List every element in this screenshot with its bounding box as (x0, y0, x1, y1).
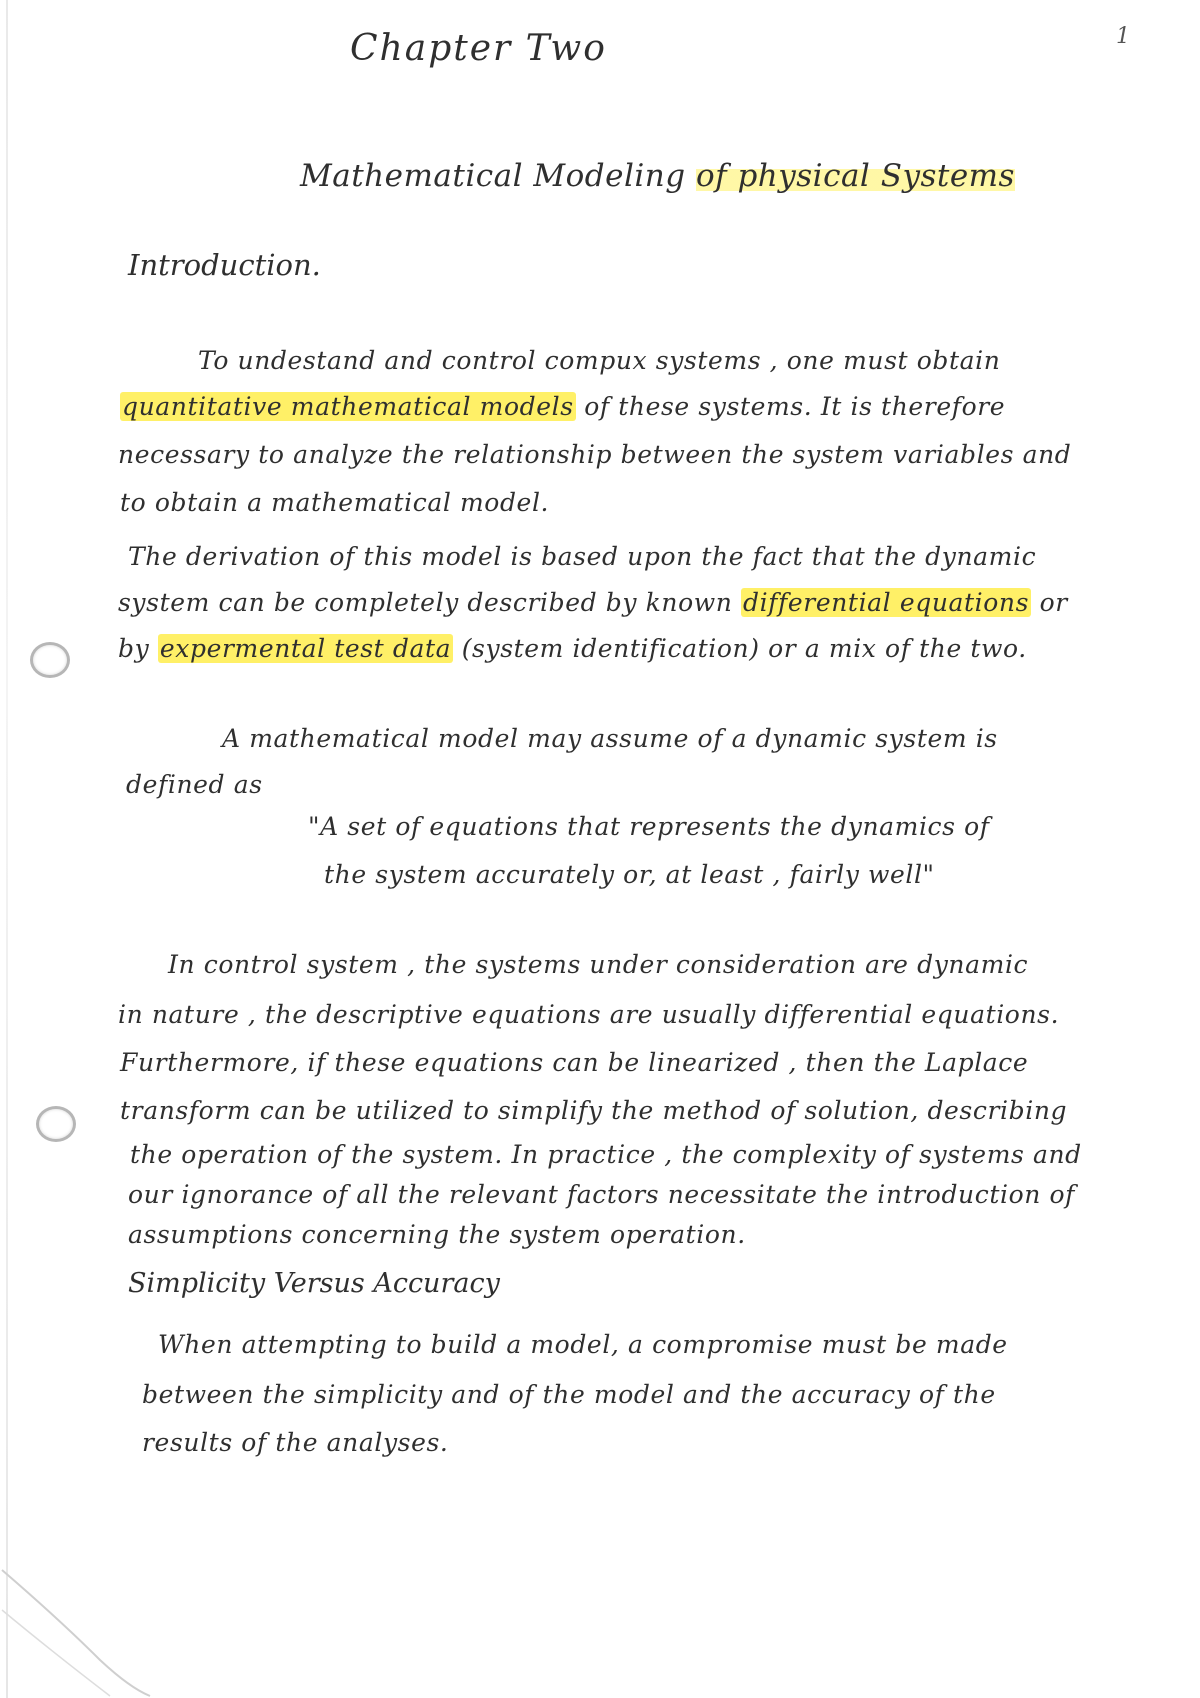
intro-p4-line2: in nature , the descriptive equations are usually differential equations. (118, 1000, 1060, 1029)
definition-quote-line2: the system accurately or, at least , fairly well" (324, 860, 935, 889)
simplicity-p1-line1: When attempting to build a model, a compromise must be made (158, 1330, 1008, 1359)
punch-hole-upper (30, 642, 70, 678)
page-edge (6, 0, 8, 1698)
intro-p4-line5: the operation of the system. In practice , the complexity of systems and (130, 1140, 1082, 1169)
intro-p1-line3: necessary to analyze the relationship between the system variables and (118, 440, 1072, 469)
intro-p4-line1: In control system , the systems under consideration are dynamic (168, 950, 1029, 979)
intro-p4-line6: our ignorance of all the relevant factors necessitate the introduction of (128, 1180, 1075, 1209)
simplicity-p1-line2: between the simplicity and of the model and the accuracy of the (142, 1380, 996, 1409)
subtitle-highlight: of physical Systems (695, 158, 1015, 194)
definition-quote-line1: "A set of equations that represents the dynamics of (308, 812, 990, 841)
intro-p2-line2 (118, 588, 1068, 617)
introduction-heading: Introduction. (128, 248, 321, 282)
intro-p4-line3: Furthermore, if these equations can be linearized , then the Laplace (120, 1048, 1029, 1077)
intro-p2-line2-post: or (1039, 588, 1068, 617)
intro-p4-line7: assumptions concerning the system operation. (128, 1220, 746, 1249)
intro-p4-line4: transform can be utilized to simplify the method of solution, describing (120, 1096, 1068, 1125)
subtitle-text: Mathematical Modeling (300, 158, 696, 194)
highlight-differential-equations: differential equations (742, 588, 1030, 617)
intro-p2-line3-pre: by (118, 634, 150, 663)
simplicity-p1-line3: results of the analyses. (142, 1428, 449, 1457)
intro-p1-line2-rest: of these systems. It is therefore (584, 392, 1006, 421)
highlight-quantitative-models: quantitative mathematical models (122, 392, 574, 421)
intro-p1-line1: To undestand and control compux systems , one must obtain (198, 346, 1001, 375)
chapter-subtitle (300, 158, 1015, 194)
intro-p3-line1: A mathematical model may assume of a dynamic system is (222, 724, 998, 753)
intro-p2-line3 (118, 634, 1027, 663)
page-corner-curl (0, 1550, 160, 1698)
intro-p3-line2: defined as (126, 770, 263, 799)
highlight-experimental-test-data: expermental test data (159, 634, 452, 663)
intro-p2-line1: The derivation of this model is based upon the fact that the dynamic (128, 542, 1037, 571)
intro-p1-line2 (120, 392, 1005, 421)
simplicity-heading: Simplicity Versus Accuracy (128, 1268, 500, 1299)
intro-p1-line4: to obtain a mathematical model. (120, 488, 550, 517)
intro-p2-line2-pre: system can be completely described by known (118, 588, 733, 617)
intro-p2-line3-post: (system identification) or a mix of the two. (461, 634, 1027, 663)
page-number: 1 (1116, 24, 1130, 49)
chapter-title: Chapter Two (350, 28, 607, 69)
punch-hole-lower (36, 1106, 76, 1142)
